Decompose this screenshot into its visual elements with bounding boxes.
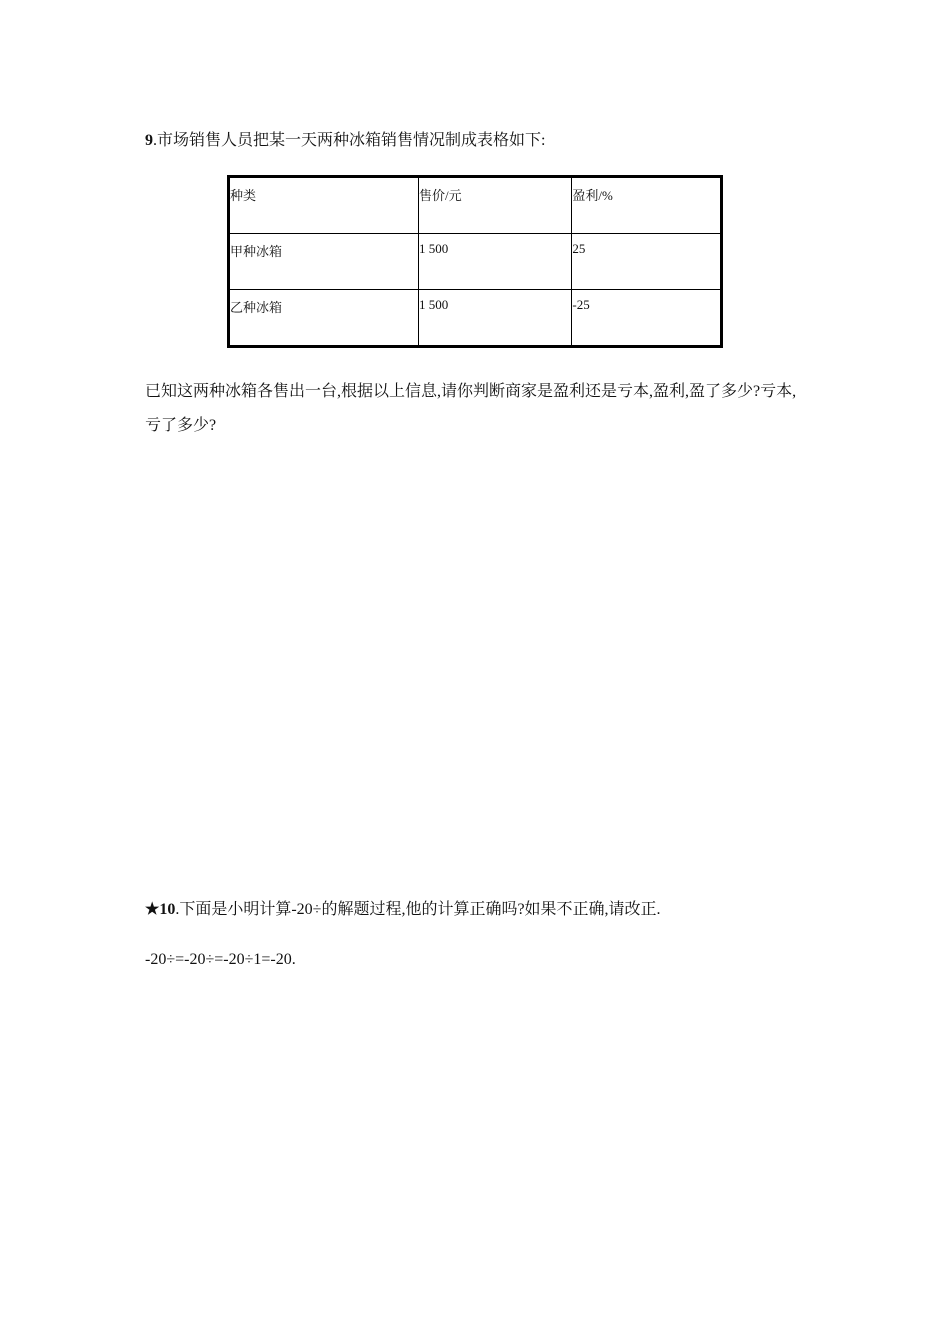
row-1-category: 甲种冰箱 [229, 234, 419, 290]
table-row [229, 234, 722, 290]
row-1-price: 1 500 [418, 234, 571, 290]
header-category: 种类 [229, 177, 419, 234]
header-price: 售价/元 [418, 177, 571, 234]
header-profit: 盈利/% [572, 177, 722, 234]
question-9-text: 已知这两种冰箱各售出一台,根据以上信息,请你判断商家是盈利还是亏本,盈利,盈了多少?亏本,亏了多少? [145, 383, 797, 434]
row-2-profit: -25 [572, 290, 722, 347]
question-9-intro [145, 124, 545, 158]
question-10-work: -20÷=-20÷=-20÷1=-20. [145, 951, 296, 968]
row-2-price: 1 500 [418, 290, 571, 347]
table-header-row [229, 177, 722, 234]
row-2-category: 乙种冰箱 [229, 290, 419, 347]
row-1-profit: 25 [572, 234, 722, 290]
question-9-number: 9 [145, 132, 153, 149]
refrigerator-sales-table [227, 175, 723, 348]
question-10-number: 10 [159, 901, 176, 918]
table-row [229, 290, 722, 347]
question-10-intro-text: .下面是小明计算-20÷的解题过程,他的计算正确吗?如果不正确,请改正. [175, 901, 661, 918]
question-10-intro [145, 893, 661, 927]
star-icon: ★ [145, 901, 160, 918]
question-9-intro-text: .市场销售人员把某一天两种冰箱销售情况制成表格如下: [153, 132, 546, 149]
